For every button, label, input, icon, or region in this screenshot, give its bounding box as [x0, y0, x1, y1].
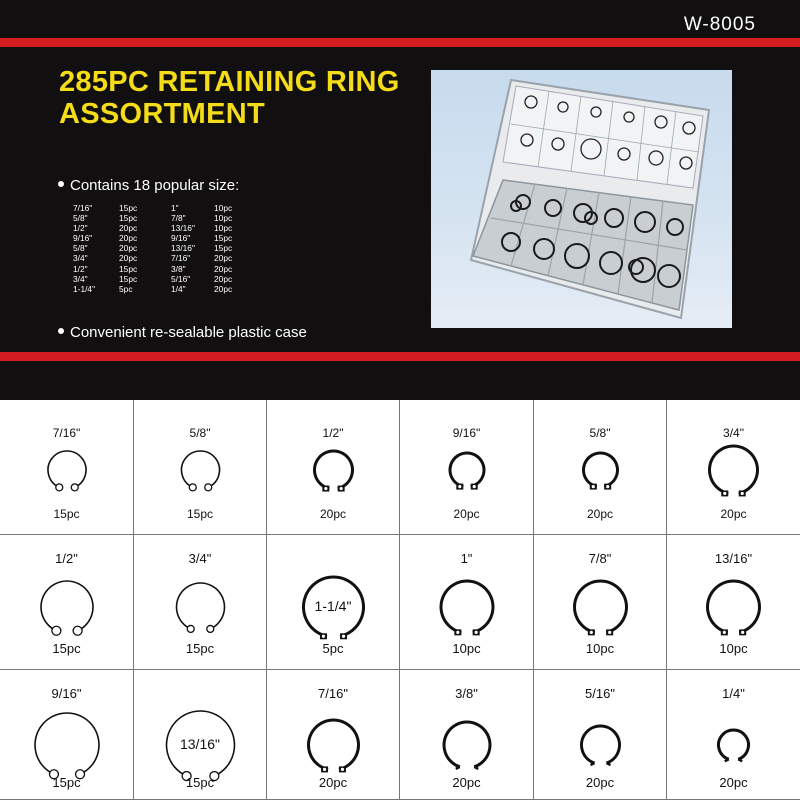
size-table	[73, 203, 254, 294]
ring-cell	[667, 535, 800, 670]
title-line-2: ASSORTMENT	[59, 98, 265, 130]
size-table-qty: 20pc	[119, 223, 138, 234]
ring-quantity-label: 15pc	[185, 775, 215, 790]
size-table-qty: 15pc	[119, 263, 138, 274]
ring-size-label: 3/8"	[455, 686, 478, 701]
size-table-size: 5/8"	[73, 243, 88, 254]
ring-size-label: 5/16"	[585, 686, 615, 701]
size-table-size: 3/4"	[73, 273, 88, 284]
size-table-qty: 20pc	[119, 233, 138, 244]
size-table-qty: 10pc	[214, 213, 233, 224]
ring-size-label: 1/2"	[55, 551, 78, 566]
ring-quantity-label: 15pc	[185, 641, 215, 656]
ring-cell	[534, 535, 667, 670]
size-table-qty: 20pc	[119, 253, 138, 264]
size-table-row	[73, 233, 254, 243]
ring-quantity-label: 20pc	[318, 775, 348, 790]
ring-cell	[267, 400, 400, 535]
ring-size-label: 5/8"	[189, 426, 211, 440]
ring-cell	[534, 400, 667, 535]
size-table-size: 7/16"	[73, 203, 93, 213]
ring-quantity-label: 20pc	[452, 775, 481, 790]
red-stripe-top	[0, 38, 800, 47]
size-table-size: 5/16"	[171, 273, 191, 284]
ring-cell	[400, 400, 534, 535]
size-table-qty: 15pc	[214, 233, 233, 244]
size-table-size: 1-1/4"	[73, 283, 96, 294]
ring-cell	[134, 670, 267, 800]
ring-cell	[134, 400, 267, 535]
bullet-icon	[58, 328, 64, 334]
size-table-size: 1/2"	[73, 223, 88, 234]
ring-quantity-label: 10pc	[452, 641, 481, 656]
size-table-size: 13/16"	[171, 223, 195, 234]
size-table-qty: 10pc	[214, 223, 233, 234]
ring-quantity-label: 15pc	[52, 775, 81, 790]
size-table-qty: 15pc	[119, 203, 138, 213]
size-table-row	[73, 284, 254, 294]
size-table-qty: 20pc	[214, 253, 233, 264]
model-number: W-8005	[683, 14, 756, 35]
size-table-size: 1"	[171, 203, 179, 213]
ring-size-label: 13/16"	[179, 736, 220, 752]
size-table-qty: 20pc	[214, 283, 233, 294]
size-table-qty: 15pc	[119, 273, 138, 284]
ring-size-label: 13/16"	[714, 551, 753, 566]
ring-quantity-label: 10pc	[719, 641, 748, 656]
size-table-qty: 15pc	[214, 243, 233, 254]
ring-quantity-label: 20pc	[319, 507, 347, 521]
ring-size-label: 1"	[460, 551, 473, 566]
ring-size-label: 7/16"	[52, 426, 81, 440]
size-table-qty: 15pc	[119, 213, 138, 224]
ring-size-label: 7/8"	[588, 551, 612, 566]
bullet-text: Convenient re-sealable plastic case	[70, 324, 307, 341]
size-table-qty: 20pc	[214, 263, 233, 274]
ring-cell	[0, 535, 134, 670]
size-table-size: 13/16"	[171, 243, 195, 254]
size-table-qty: 5pc	[119, 283, 133, 294]
ring-quantity-label: 20pc	[585, 775, 615, 790]
ring-size-label: 1/2"	[322, 426, 344, 440]
ring-size-label: 1-1/4"	[314, 598, 352, 614]
case-illustration	[431, 70, 732, 328]
ring-quantity-label: 5pc	[322, 641, 344, 656]
size-table-qty: 10pc	[214, 203, 233, 213]
ring-quantity-label: 20pc	[720, 507, 747, 521]
size-table-size: 1/4"	[171, 283, 186, 294]
ring-size-label: 3/4"	[188, 551, 212, 566]
feature-bullet-sizes	[58, 177, 239, 194]
size-table-row	[73, 203, 254, 213]
red-stripe-bottom	[0, 352, 800, 361]
ring-cell	[0, 670, 134, 800]
ring-cell	[267, 535, 400, 670]
ring-quantity-label: 15pc	[52, 641, 81, 656]
size-table-size: 3/8"	[171, 263, 186, 274]
ring-quantity-label: 20pc	[586, 507, 614, 521]
size-table-row	[73, 243, 254, 253]
ring-quantity-label: 15pc	[53, 507, 80, 521]
size-table-qty: 20pc	[214, 273, 233, 284]
size-table-size: 9/16"	[171, 233, 191, 244]
ring-quantity-label: 20pc	[453, 507, 480, 521]
size-table-size: 5/8"	[73, 213, 88, 224]
size-table-row	[73, 213, 254, 223]
ring-size-label: 9/16"	[51, 686, 82, 701]
ring-cell	[0, 400, 134, 535]
ring-size-label: 5/8"	[589, 426, 611, 440]
ring-quantity-label: 20pc	[719, 775, 748, 790]
ring-size-label: 1/4"	[722, 686, 745, 701]
size-table-size: 9/16"	[73, 233, 93, 244]
size-table-row	[73, 264, 254, 274]
title-line-1: 285PC RETAINING RING	[59, 66, 400, 98]
size-table-row	[73, 274, 254, 284]
bullet-text: Contains 18 popular size:	[70, 177, 240, 194]
ring-quantity-label: 15pc	[186, 507, 214, 521]
ring-cell	[667, 400, 800, 535]
feature-bullet-case	[58, 324, 307, 341]
ring-size-label: 3/4"	[723, 426, 744, 440]
bullet-icon	[58, 181, 64, 187]
ring-cell	[267, 670, 400, 800]
size-table-size: 7/16"	[171, 253, 191, 264]
size-table-size: 3/4"	[73, 253, 88, 264]
ring-size-label: 7/16"	[318, 686, 348, 701]
ring-cell	[400, 535, 534, 670]
size-table-size: 7/8"	[171, 213, 186, 224]
size-table-qty: 20pc	[119, 243, 138, 254]
size-table-row	[73, 223, 254, 233]
product-case-photo	[431, 70, 732, 328]
ring-cell	[134, 535, 267, 670]
ring-cell	[400, 670, 534, 800]
ring-cell	[667, 670, 800, 800]
ring-quantity-label: 10pc	[585, 641, 615, 656]
ring-size-label: 9/16"	[452, 426, 481, 440]
size-table-size: 1/2"	[73, 263, 88, 274]
ring-cell	[534, 670, 667, 800]
product-title	[59, 66, 400, 130]
size-table-row	[73, 253, 254, 263]
ring-size-grid	[0, 400, 800, 800]
